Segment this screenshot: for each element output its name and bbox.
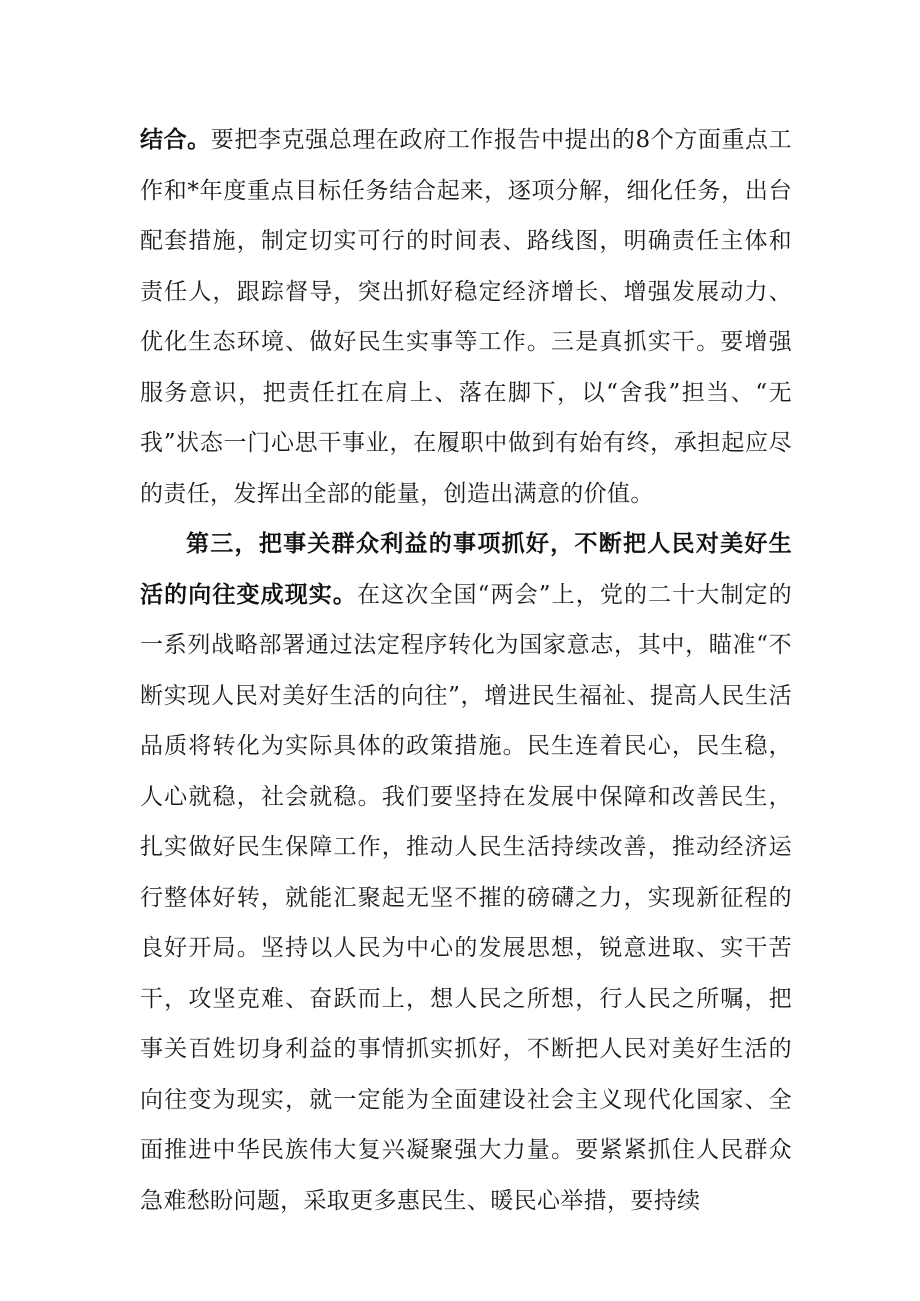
paragraph-2-body: 在这次全国“两会”上，党的二十大制定的一系列战略部署通过法定程序转化为国家意志，其中，瞄准“不断实现人民对美好生活的向往”，增进民生福祉、提高人民生活品质将转化为实际具体的政策措施。民生连着民心，民生稳，人心就稳，社会就稳。我们要坚持在发展中保障和改善民生，扎实做好民生保障工作，推动人民生活持续改善，推动经济运行整体好转，就能汇聚起无坚不摧的磅礴之力，实现新征程的良好开局。坚持以人民为中心的发展思想，锐意进取、实干苦干，攻坚克难、奋跃而上，想人民之所想，行人民之所嘱，把事关百姓切身利益的事情抓实抓好，不断把人民对美好生活的向往变为现实，就一定能为全面建设社会主义现代化国家、全面推进中华民族伟大复兴凝聚强大力量。要紧紧抓住人民群众急难愁盼问题，采取更多惠民生、暖民心举措，要持续 bbox=[140, 581, 792, 1214]
document-body bbox=[140, 115, 792, 1226]
paragraph-1-lead: 结合。 bbox=[140, 126, 211, 153]
paragraph-2-lead: 第三，把事关群众利益的事项抓好，不断把人民对美好生活的向往变成现实。 bbox=[140, 530, 792, 608]
paragraph-1-body: 要把李克强总理在政府工作报告中提出的8个方面重点工作和*年度重点目标任务结合起来，逐项分解，细化任务，出台配套措施，制定切实可行的时间表、路线图，明确责任主体和责任人，跟踪督导，突出抓好稳定经济增长、增强发展动力、优化生态环境、做好民生实事等工作。三是真抓实干。要增强服务意识，把责任扛在肩上、落在脚下，以“舍我”担当、“无我”状态一门心思干事业，在履职中做到有始有终，承担起应尽的责任，发挥出全部的能量，创造出满意的价值。 bbox=[140, 127, 792, 507]
paragraph-1 bbox=[140, 115, 792, 519]
paragraph-2 bbox=[140, 519, 792, 1226]
